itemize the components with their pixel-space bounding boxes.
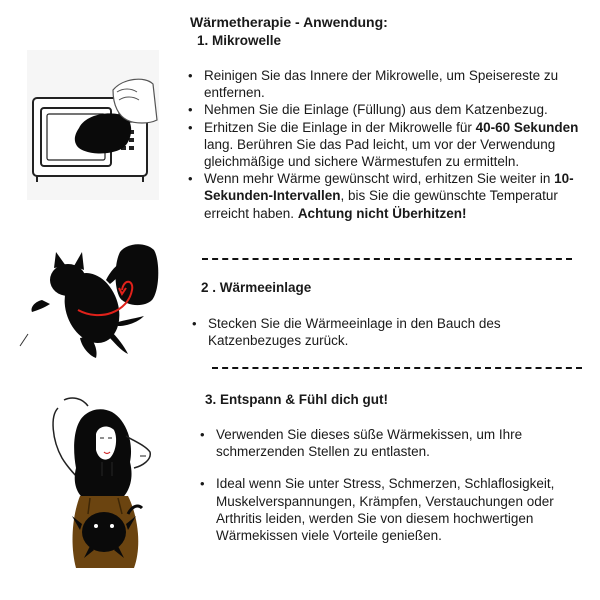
woman-with-cat-illustration-icon [42,396,182,576]
section3-item-1: • Verwenden Sie dieses süße Wärmekissen, um Ihre schmerzenden Stellen zu entlasten. [200,426,580,460]
section2-item-1: • Stecken Sie die Wärmeeinlage in den Bauch des Katzenbezuges zurück. [192,315,572,349]
section1-item-4: • Wenn mehr Wärme gewünscht wird, erhitzen Sie weiter in 10-Sekunden-Intervallen, bis Sie die gewünschte Temperatur erreicht haben. Achtung nicht Überhitzen! [188,170,600,222]
microwave-illustration-icon [27,50,159,200]
document-title: Wärmetherapie - Anwendung: [190,14,388,30]
section1-heading: 1. Mikrowelle [197,33,282,48]
section3-item-2: • Ideal wenn Sie unter Stress, Schmerzen, Schlaflosigkeit, Muskelverspannungen, Krämpfen, Verstauchungen oder Arthritis leiden, werden Sie von diesem hochwertigen Wärmekissen viele Vorteile genießen. [200,475,580,544]
section1-item-1: • Reinigen Sie das Innere der Mikrowelle, um Speisereste zu entfernen. [188,67,600,101]
section3-heading: 3. Entspann & Fühl dich gut! [205,392,388,407]
section2-list [192,315,572,349]
section1-item-3: • Erhitzen Sie die Einlage in der Mikrowelle für 40-60 Sekunden lang. Berühren Sie das Pad leicht, um vor der Verwendung gleichmäßige und sichere Wärmestufen zu ermitteln. [188,119,600,171]
section1-list [188,67,600,222]
cat-pillow-illustration-icon [20,238,180,368]
section1-item-2: • Nehmen Sie die Einlage (Füllung) aus dem Katzenbezug. [188,101,600,118]
divider-2 [212,367,582,369]
section3-list [200,426,580,544]
section2-heading: 2 . Wärmeeinlage [201,280,312,295]
divider-1 [202,258,572,260]
